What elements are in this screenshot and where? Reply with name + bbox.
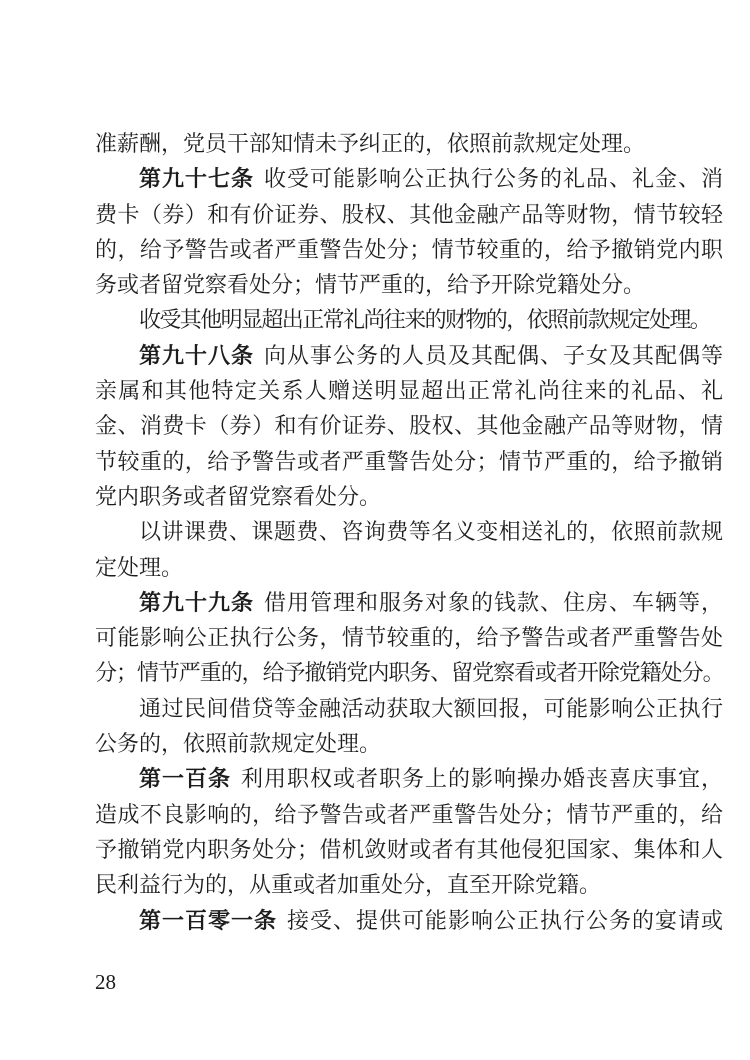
document-body (95, 126, 723, 938)
continuation-line: 准薪酬，党员干部知情未予纠正的，依照前款规定处理。 (95, 131, 646, 156)
article-97-number: 第九十七条 (139, 166, 254, 192)
article-99-number: 第九十九条 (139, 589, 254, 615)
article-98-line: 亲属和其他特定关系人赠送明显超出正常礼尚往来的礼品、礼 (95, 378, 723, 404)
article-97-line: 务或者留党察看处分；情节严重的，给予开除党籍处分。 (95, 272, 646, 298)
article-98-line: 金、消费卡（券）和有价证券、股权、其他金融产品等财物，情 (95, 413, 723, 439)
line-text: 收受可能影响公正执行公务的礼品、礼金、消 (264, 166, 723, 192)
article-98-line: 党内职务或者留党察看处分。 (95, 483, 382, 509)
article-100-line: 造成不良影响的，给予警告或者严重警告处分；情节严重的，给 (95, 801, 723, 827)
line-text: 接受、提供可能影响公正执行公务的宴请或 (287, 907, 723, 933)
article-97-line (95, 161, 723, 196)
article-98-number: 第九十八条 (139, 342, 254, 368)
article-99-supplement-line: 通过民间借贷等金融活动获取大额回报，可能影响公正执行 (139, 695, 723, 721)
article-97-line: 费卡（券）和有价证券、股权、其他金融产品等财物，情节较轻 (95, 201, 723, 227)
article-98-supplement-line: 以讲课费、课题费、咨询费等名义变相送礼的，依照前款规 (139, 519, 723, 545)
article-98-line (95, 338, 723, 373)
line-text: 向从事公务的人员及其配偶、子女及其配偶等 (264, 342, 723, 368)
article-101-line (95, 903, 723, 938)
article-100-line: 予撤销党内职务处分；借机敛财或者有其他侵犯国家、集体和人 (95, 836, 723, 862)
article-97-line: 的，给予警告或者严重警告处分；情节较重的，给予撤销党内职 (95, 236, 723, 262)
article-100-line: 民利益行为的，从重或者加重处分，直至开除党籍。 (95, 872, 602, 898)
article-98-line: 节较重的，给予警告或者严重警告处分；情节严重的，给予撤销 (95, 448, 723, 474)
article-99-line (95, 585, 723, 620)
article-99-supplement-line: 公务的，依照前款规定处理。 (95, 731, 382, 757)
article-98-supplement-line: 定处理。 (95, 554, 184, 580)
article-99-line: 可能影响公正执行公务，情节较重的，给予警告或者严重警告处 (95, 625, 723, 651)
article-99-line: 分；情节严重的，给予撤销党内职务、留党察看或者开除党籍处分。 (95, 660, 723, 686)
article-100-number: 第一百条 (139, 766, 231, 792)
article-101-number: 第一百零一条 (139, 907, 277, 933)
page-number: 28 (95, 970, 116, 994)
article-97-supplement-line: 收受其他明显超出正常礼尚往来的财物的，依照前款规定处理。 (139, 307, 711, 333)
line-text: 借用管理和服务对象的钱款、住房、车辆等， (264, 589, 723, 615)
article-100-line (95, 761, 723, 796)
line-text: 利用职权或者职务上的影响操办婚丧喜庆事宜， (241, 766, 723, 792)
